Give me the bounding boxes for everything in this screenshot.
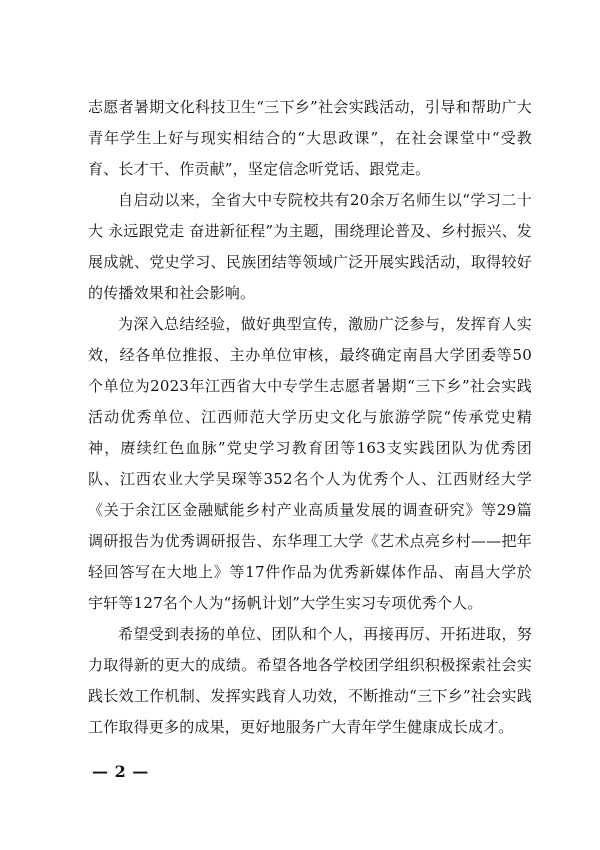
document-body <box>88 92 532 743</box>
paragraph-commendation-list: 为深入总结经验，做好典型宣传，激励广泛参与，发挥育人实效，经各单位推报、主办单位审核，最终确定南昌大学团委等50个单位为2023年江西省大中专学生志愿者暑期“三下乡”社会实践活动优秀单位、江西师范大学历史文化与旅游学院“传承党史精神，赓续红色血脉”党史学习教育团等163支实践团队为优秀团队、江西农业大学吴琛等352名个人为优秀个人、江西财经大学《关于余江区金融赋能乡村产业高质量发展的调查研究》等29篇调研报告为优秀调研报告、东华理工大学《艺术点亮乡村——把年轻回答写在大地上》等17件作品为优秀新媒体作品、南昌大学於宇轩等127名个人为“扬帆计划”大学生实习专项优秀个人。 <box>88 315 532 612</box>
paragraph-expectations: 希望受到表扬的单位、团队和个人，再接再厉、开拓进取，努力取得新的更大的成绩。希望各地各学校团学组织积极探索社会实践长效工作机制、发挥实践育人功效，不断推动“三下乡”社会实践工作取得更多的成果，更好地服务广大青年学生健康成长成才。 <box>88 625 532 736</box>
paragraph-continued: 志愿者暑期文化科技卫生“三下乡”社会实践活动，引导和帮助广大青年学生上好与现实相结合的“大思政课”，在社会课堂中“受教育、长才干、作贡献”，坚定信念听党话、跟党走。 <box>88 98 532 178</box>
paragraph-launch-summary: 自启动以来，全省大中专院校共有20余万名师生以“学习二十大 永远跟党走 奋进新征程”为主题，围绕理论普及、乡村振兴、发展成就、党史学习、民族团结等领域广泛开展实践活动，取得较好的传播效果和社会影响。 <box>88 191 532 302</box>
page-number: — 2 — <box>92 762 149 781</box>
